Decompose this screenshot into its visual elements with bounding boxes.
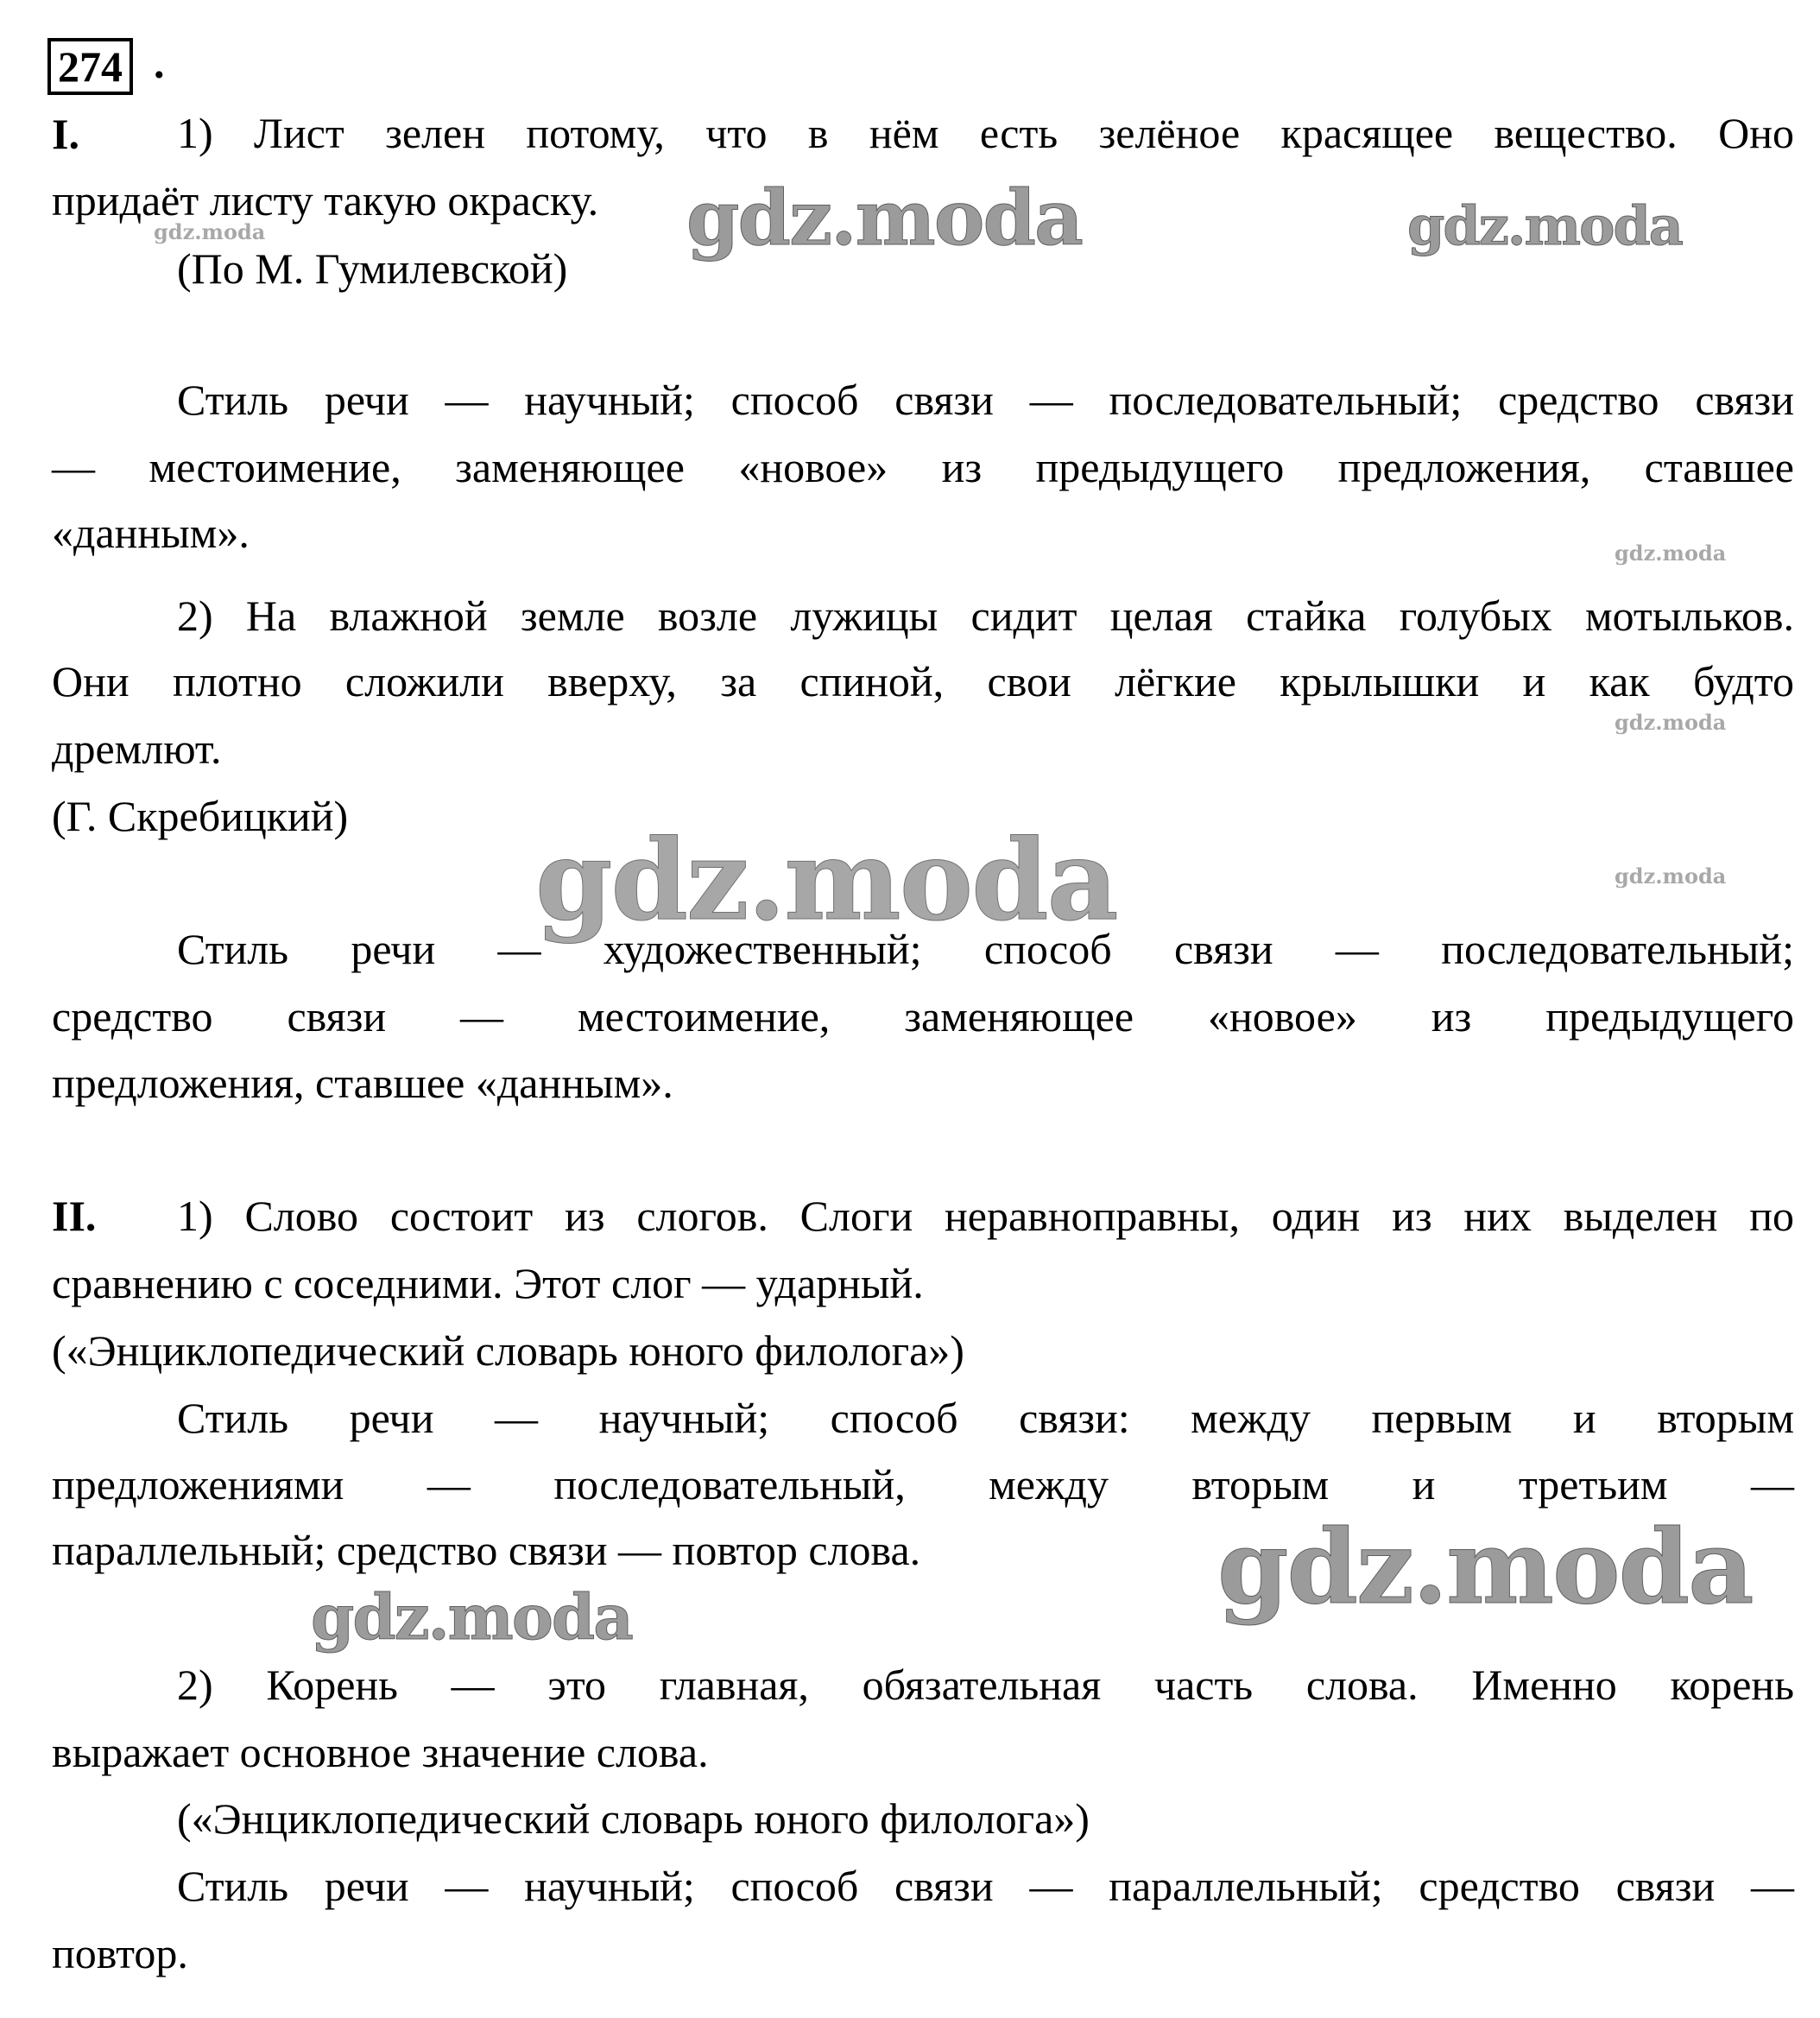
exercise-number-dot: . bbox=[154, 39, 165, 87]
watermark: gdz.moda bbox=[686, 173, 1083, 263]
text-line: сравнению с соседними. Этот слог — ударный. bbox=[52, 1259, 924, 1307]
text-line: средство связи — местоимение, заменяющее «новое» из предыдущего bbox=[52, 992, 1794, 1041]
text-line: параллельный; средство связи — повтор слова. bbox=[52, 1526, 921, 1574]
text-line: предложения, ставшее «данным». bbox=[52, 1059, 673, 1107]
text-line: Они плотно сложили вверху, за спиной, свои лёгкие крылышки и как будто bbox=[52, 657, 1794, 705]
text-line: выражает основное значение слова. bbox=[52, 1728, 709, 1776]
text-line: Стиль речи — художественный; способ связи — последовательный; bbox=[177, 925, 1794, 973]
text-line: (Г. Скребицкий) bbox=[52, 792, 349, 840]
text-line: («Энциклопедический словарь юного филолога») bbox=[177, 1794, 1090, 1843]
exercise-number: 274 bbox=[47, 38, 133, 95]
text-line: Стиль речи — научный; способ связи — последовательный; средство связи bbox=[177, 376, 1794, 424]
watermark: gdz.moda bbox=[1217, 1507, 1753, 1627]
text-line: придаёт листу такую окраску. bbox=[52, 176, 599, 225]
watermark: gdz.moda bbox=[154, 219, 266, 244]
text-line: («Энциклопедический словарь юного филолога») bbox=[52, 1326, 964, 1375]
text-line: 1) Лист зелен потому, что в нём есть зелёное красящее вещество. Оно bbox=[177, 109, 1794, 157]
text-line: Стиль речи — научный; способ связи: между первым и вторым bbox=[177, 1394, 1794, 1442]
text-line: — местоимение, заменяющее «новое» из предыдущего предложения, ставшее bbox=[52, 443, 1794, 491]
text-line: 2) На влажной земле возле лужицы сидит целая стайка голубых мотыльков. bbox=[177, 591, 1794, 640]
watermark: gdz.moda bbox=[535, 816, 1117, 946]
section-label-1: I. bbox=[52, 110, 79, 158]
section-label-2: II. bbox=[52, 1192, 97, 1240]
text-line: 2) Корень — это главная, обязательная часть слова. Именно корень bbox=[177, 1661, 1794, 1709]
text-line: (По М. Гумилевской) bbox=[177, 244, 568, 293]
watermark: gdz.moda bbox=[1615, 710, 1727, 735]
watermark: gdz.moda bbox=[1615, 541, 1727, 566]
text-line: дремлют. bbox=[52, 724, 222, 773]
text-line: предложениями — последовательный, между вторым и третьим — bbox=[52, 1460, 1794, 1509]
text-line: 1) Слово состоит из слогов. Слоги неравноправны, один из них выделен по bbox=[177, 1192, 1794, 1240]
text-line: «данным». bbox=[52, 509, 250, 557]
watermark: gdz.moda bbox=[311, 1580, 632, 1654]
text-line: Стиль речи — научный; способ связи — параллельный; средство связи — bbox=[177, 1862, 1794, 1910]
watermark: gdz.moda bbox=[1615, 864, 1727, 889]
text-line: повтор. bbox=[52, 1929, 188, 1977]
watermark: gdz.moda bbox=[1407, 194, 1682, 257]
